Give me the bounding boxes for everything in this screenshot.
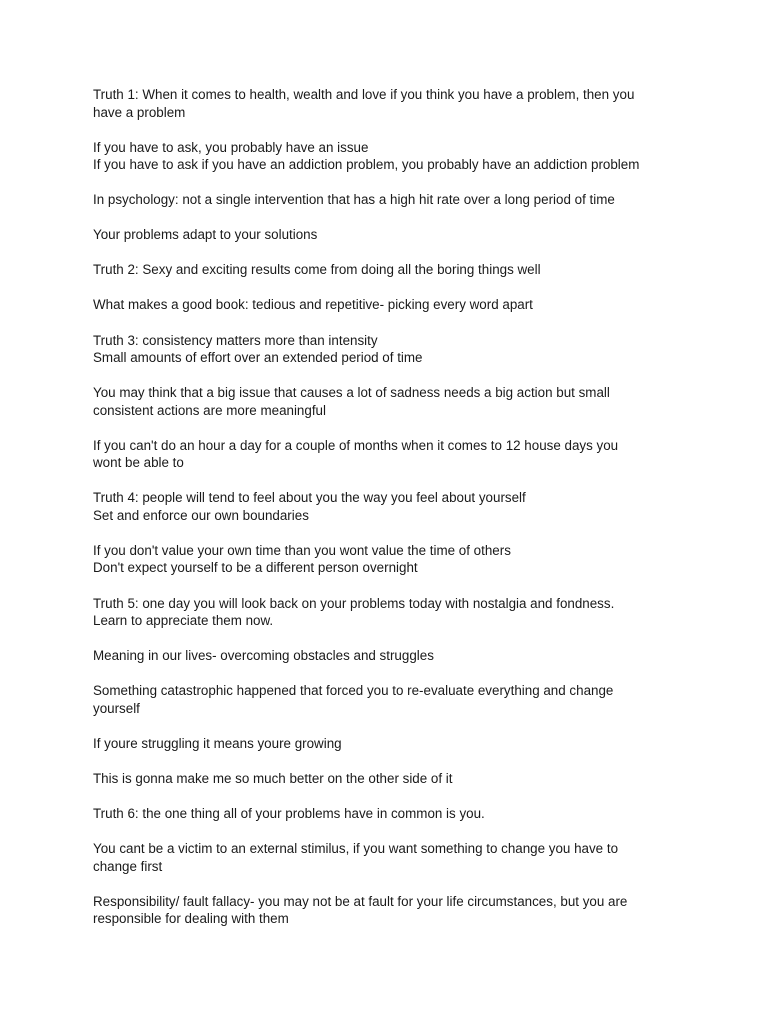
document-body: [93, 86, 683, 945]
text-line: Meaning in our lives- overcoming obstacles and struggles: [93, 648, 434, 664]
text-line: Don't expect yourself to be a different person overnight: [93, 560, 418, 576]
paragraph: [93, 296, 683, 314]
paragraph: [93, 770, 683, 788]
text-line: You cant be a victim to an external stimilus, if you want something to change you have to: [93, 841, 619, 857]
text-line: If youre struggling it means youre growing: [93, 735, 342, 751]
text-line: Learn to appreciate them now.: [93, 613, 274, 629]
text-line: wont be able to: [93, 455, 184, 471]
text-line: Truth 1: When it comes to health, wealth and love if you think you have a problem, then you: [93, 87, 635, 102]
text-line: If you have to ask if you have an addiction problem, you probably have an addiction problem: [93, 157, 640, 173]
text-line: If you have to ask, you probably have an issue: [93, 139, 369, 155]
text-line: You may think that a big issue that causes a lot of sadness needs a big action but small: [93, 385, 610, 401]
text-line: Responsibility/ fault fallacy- you may not be at fault for your life circumstances, but you are: [93, 893, 628, 909]
paragraph: [93, 735, 683, 753]
paragraph: [93, 86, 683, 121]
text-line: Small amounts of effort over an extended period of time: [93, 350, 423, 366]
text-line: Truth 6: the one thing all of your problems have in common is you.: [93, 806, 485, 821]
text-line: Something catastrophic happened that forced you to re-evaluate everything and change: [93, 683, 614, 699]
text-line: Truth 3: consistency matters more than intensity: [93, 332, 378, 348]
paragraph: [93, 805, 683, 823]
text-line: change first: [93, 858, 163, 874]
paragraph: [93, 226, 683, 244]
text-line: If you don't value your own time than you wont value the time of others: [93, 542, 511, 558]
text-line: Truth 5: one day you will look back on your problems today with nostalgia and fondness.: [93, 595, 615, 611]
text-line: In psychology: not a single intervention that has a high hit rate over a long period of time: [93, 192, 615, 208]
paragraph: [93, 542, 683, 577]
text-line: yourself: [93, 700, 140, 716]
paragraph: [93, 595, 683, 630]
paragraph: [93, 437, 683, 472]
paragraph: [93, 893, 683, 928]
text-line: What makes a good book: tedious and repetitive- picking every word apart: [93, 297, 533, 313]
text-line: This is gonna make me so much better on the other side of it: [93, 770, 453, 786]
paragraph: [93, 682, 683, 717]
text-line: responsible for dealing with them: [93, 911, 289, 927]
text-line: consistent actions are more meaningful: [93, 402, 326, 418]
text-line: If you can't do an hour a day for a couple of months when it comes to 12 house days you: [93, 437, 619, 453]
paragraph: [93, 489, 683, 524]
text-line: Truth 2: Sexy and exciting results come from doing all the boring things well: [93, 262, 541, 278]
text-line: have a problem: [93, 104, 186, 120]
paragraph: [93, 840, 683, 875]
paragraph: [93, 139, 683, 174]
text-line: Truth 4: people will tend to feel about you the way you feel about yourself: [93, 490, 526, 506]
paragraph: [93, 384, 683, 419]
paragraph: [93, 332, 683, 367]
paragraph: [93, 647, 683, 665]
paragraph: [93, 261, 683, 279]
text-line: Set and enforce our own boundaries: [93, 507, 309, 523]
text-line: Your problems adapt to your solutions: [93, 227, 318, 243]
paragraph: [93, 191, 683, 209]
